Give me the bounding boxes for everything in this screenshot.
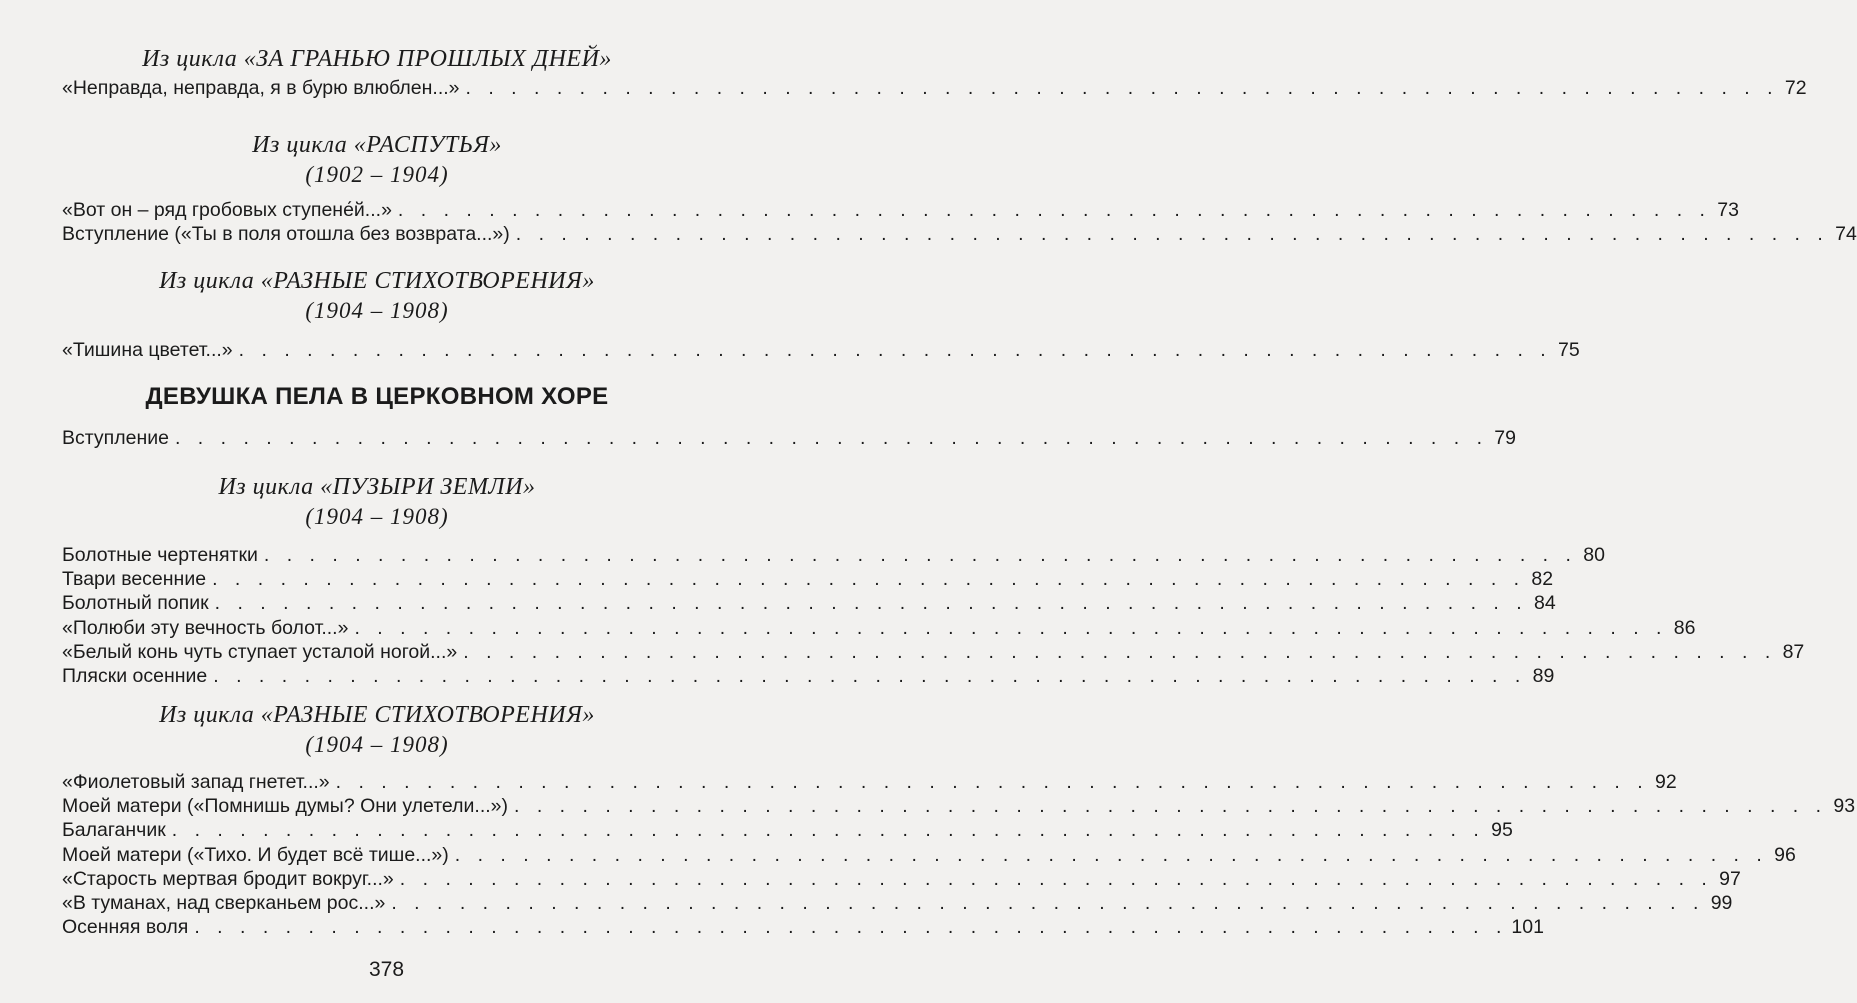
section-years: (1904 – 1908)	[305, 504, 449, 529]
entry-title: Осенняя воля	[62, 916, 189, 939]
entry-page: 99	[1710, 891, 1733, 914]
entry-title: Моей матери («Помнишь думы? Они улетели...»)	[62, 795, 508, 818]
entry-title: «Тишина цветет...»	[62, 339, 233, 361]
leader-dots: . . . . . . . . . . . . . . . . . . . . . . . . . . . . . . . . . . . . . . . . . . . . . . . . . . . . . . . . . .	[238, 339, 1552, 361]
toc-section-raznye-1	[62, 266, 1580, 362]
toc-section-devushka	[62, 382, 1516, 450]
entry-page: 72	[1784, 77, 1807, 99]
entry-title: «Старость мертвая бродит вокруг...»	[62, 867, 394, 890]
entry-title: Вступление	[62, 427, 169, 449]
entry-title: «Белый конь чуть ступает усталой ногой...»	[62, 640, 458, 663]
toc-entry	[62, 591, 1556, 615]
entry-page: 97	[1719, 867, 1741, 890]
entry-title: Болотный попик	[62, 592, 209, 615]
toc-entry	[62, 76, 1807, 100]
entry-page: 96	[1774, 843, 1796, 866]
leader-dots: . . . . . . . . . . . . . . . . . . . . . . . . . . . . . . . . . . . . . . . . . . . . . . . . . . . . . . . . . .	[214, 592, 1528, 615]
entry-title: Твари весенние	[62, 568, 207, 591]
leader-dots: . . . . . . . . . . . . . . . . . . . . . . . . . . . . . . . . . . . . . . . . . . . . . . . . . . . . . . . . . .	[397, 199, 1711, 221]
entry-title: Балаганчик	[62, 819, 166, 842]
entry-page: 82	[1531, 568, 1554, 591]
toc-entry	[62, 616, 1696, 640]
entry-page: 92	[1654, 771, 1677, 793]
leader-dots: . . . . . . . . . . . . . . . . . . . . . . . . . . . . . . . . . . . . . . . . . . . . . . . . . . . . . . . . . .	[465, 77, 1779, 99]
entry-title: «Полюби эту вечность болот...»	[62, 616, 349, 639]
entry-title: Моей матери («Тихо. И будет всё тише...»)	[62, 843, 449, 866]
toc-entry	[62, 770, 1677, 794]
section-title: Из цикла «РАЗНЫЕ СТИХОТВОРЕНИЯ»	[159, 268, 595, 294]
toc-entry	[62, 891, 1733, 915]
leader-dots: . . . . . . . . . . . . . . . . . . . . . . . . . . . . . . . . . . . . . . . . . . . . . . . . . . . . . . . . . .	[354, 616, 1668, 639]
toc-entry	[62, 867, 1741, 891]
toc-entry	[62, 818, 1513, 842]
toc-entry	[62, 338, 1580, 362]
entry-page: 93	[1833, 795, 1856, 818]
page-number: 378	[368, 958, 405, 981]
entry-page: 89	[1532, 664, 1555, 687]
leader-dots: . . . . . . . . . . . . . . . . . . . . . . . . . . . . . . . . . . . . . . . . . . . . . . . . . . . . . . . . . .	[174, 427, 1488, 449]
entry-page: 84	[1533, 592, 1556, 615]
leader-dots: . . . . . . . . . . . . . . . . . . . . . . . . . . . . . . . . . . . . . . . . . . . . . . . . . . . . . . . . . .	[171, 819, 1485, 842]
toc-entry	[62, 543, 1605, 567]
toc-entry	[62, 664, 1555, 688]
entry-page: 101	[1511, 916, 1544, 939]
leader-dots: . . . . . . . . . . . . . . . . . . . . . . . . . . . . . . . . . . . . . . . . . . . . . . . . . . . . . . . . . .	[454, 843, 1768, 866]
entry-page: 86	[1673, 616, 1696, 639]
entry-page: 87	[1782, 640, 1805, 663]
leader-dots: . . . . . . . . . . . . . . . . . . . . . . . . . . . . . . . . . . . . . . . . . . . . . . . . . . . . . . . . . .	[212, 568, 1526, 591]
toc-entry	[62, 426, 1516, 450]
entry-page: 75	[1558, 339, 1580, 361]
toc-entry	[62, 794, 1856, 818]
entry-page: 74	[1835, 223, 1857, 246]
section-years: (1902 – 1904)	[305, 162, 449, 187]
section-title: Из цикла «ЗА ГРАНЬЮ ПРОШЛЫХ ДНЕЙ»	[142, 46, 612, 72]
section-title: Из цикла «РАСПУТЬЯ»	[252, 132, 502, 158]
leader-dots: . . . . . . . . . . . . . . . . . . . . . . . . . . . . . . . . . . . . . . . . . . . . . . . . . . . . . . . . . .	[213, 664, 1527, 687]
toc-entry	[62, 222, 1857, 246]
entry-title: «Вот он – ряд гробовых ступене́й...»	[62, 199, 392, 221]
leader-dots: . . . . . . . . . . . . . . . . . . . . . . . . . . . . . . . . . . . . . . . . . . . . . . . . . . . . . . . . . .	[391, 891, 1705, 914]
toc-entry	[62, 915, 1544, 939]
toc-section-rasputya	[62, 130, 1857, 246]
entry-page: 95	[1491, 819, 1513, 842]
entry-title: Пляски осенние	[62, 664, 208, 687]
part-heading: ДЕВУШКА ПЕЛА В ЦЕРКОВНОМ ХОРЕ	[145, 383, 609, 410]
toc-section-raznye-2	[62, 700, 1856, 939]
leader-dots: . . . . . . . . . . . . . . . . . . . . . . . . . . . . . . . . . . . . . . . . . . . . . . . . . . . . . . . . . .	[515, 223, 1829, 246]
entry-title: Болотные чертенятки	[62, 544, 258, 566]
leader-dots: . . . . . . . . . . . . . . . . . . . . . . . . . . . . . . . . . . . . . . . . . . . . . . . . . . . . . . . . . .	[514, 795, 1828, 818]
entry-page: 80	[1583, 544, 1605, 566]
section-years: (1904 – 1908)	[305, 732, 449, 757]
leader-dots: . . . . . . . . . . . . . . . . . . . . . . . . . . . . . . . . . . . . . . . . . . . . . . . . . . . . . . . . . .	[399, 867, 1713, 890]
entry-page: 79	[1494, 427, 1516, 449]
entry-title: «Неправда, неправда, я в бурю влюблен...»	[62, 77, 460, 99]
toc-section-za-granyu	[62, 44, 1807, 100]
toc-entry	[62, 198, 1739, 222]
section-title: Из цикла «ПУЗЫРИ ЗЕМЛИ»	[218, 474, 536, 500]
entry-title: Вступление («Ты в поля отошла без возврата...»)	[62, 223, 510, 246]
leader-dots: . . . . . . . . . . . . . . . . . . . . . . . . . . . . . . . . . . . . . . . . . . . . . . . . . . . . . . . . . .	[263, 544, 1577, 566]
entry-title: «В туманах, над сверканьем рос...»	[62, 891, 386, 914]
leader-dots: . . . . . . . . . . . . . . . . . . . . . . . . . . . . . . . . . . . . . . . . . . . . . . . . . . . . . . . . . .	[194, 916, 1508, 939]
toc-entry	[62, 567, 1554, 591]
toc-section-puzyri	[62, 472, 1805, 688]
leader-dots: . . . . . . . . . . . . . . . . . . . . . . . . . . . . . . . . . . . . . . . . . . . . . . . . . . . . . . . . . .	[463, 640, 1777, 663]
toc-entry	[62, 640, 1805, 664]
section-title: Из цикла «РАЗНЫЕ СТИХОТВОРЕНИЯ»	[159, 702, 595, 728]
entry-page: 73	[1717, 199, 1739, 221]
section-years: (1904 – 1908)	[305, 298, 449, 323]
toc-entry	[62, 843, 1796, 867]
leader-dots: . . . . . . . . . . . . . . . . . . . . . . . . . . . . . . . . . . . . . . . . . . . . . . . . . . . . . . . . . .	[335, 771, 1649, 793]
entry-title: «Фиолетовый запад гнетет...»	[62, 771, 330, 793]
